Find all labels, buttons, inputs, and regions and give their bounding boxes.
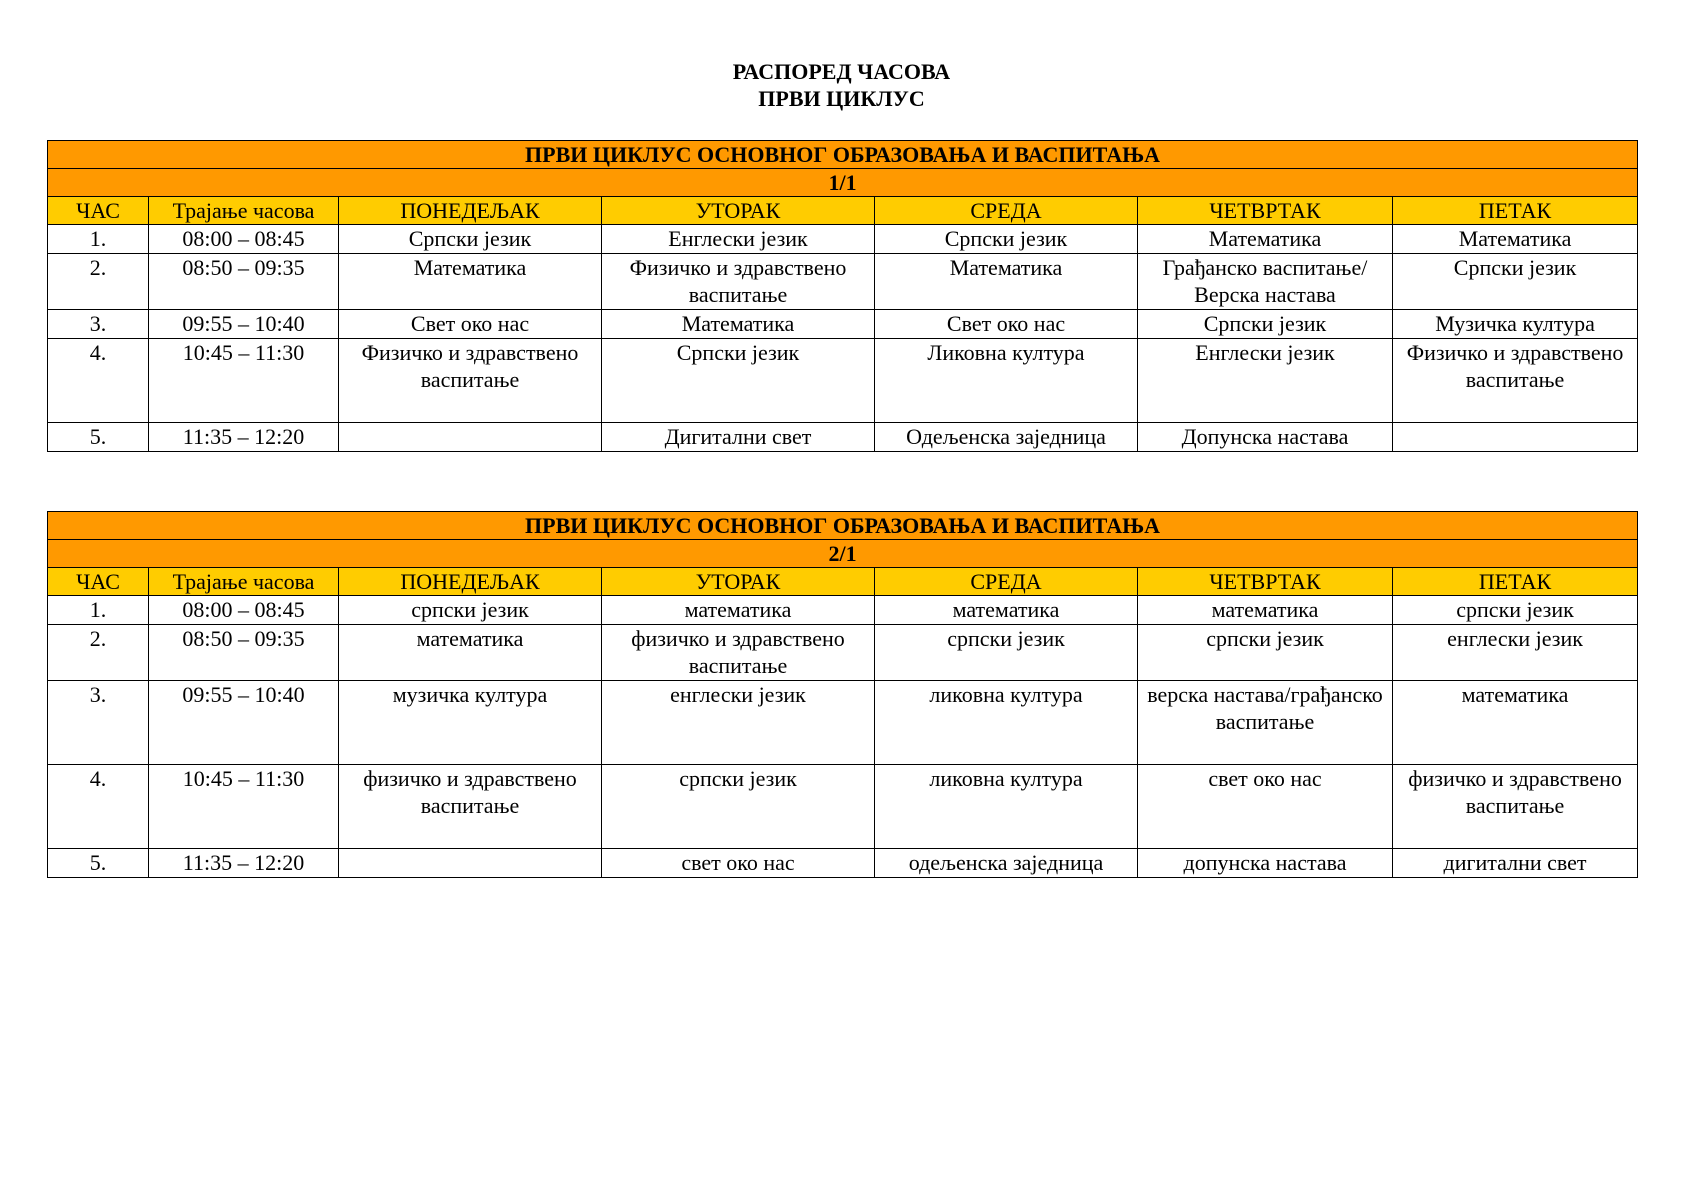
table-row xyxy=(48,681,1638,765)
tuesday-cell: математика xyxy=(602,596,875,625)
monday-cell: Физичко и здравствено васпитање xyxy=(339,339,602,423)
header-duration: Трајање часова xyxy=(149,568,339,596)
header-tuesday: УТОРАК xyxy=(602,568,875,596)
header-wednesday: СРЕДА xyxy=(875,568,1138,596)
time-cell: 09:55 – 10:40 xyxy=(149,681,339,765)
friday-cell: Физичко и здравствено васпитање xyxy=(1393,339,1638,423)
table-row xyxy=(48,254,1638,310)
table-row xyxy=(48,765,1638,849)
wednesday-cell: Српски језик xyxy=(875,225,1138,254)
friday-cell: Математика xyxy=(1393,225,1638,254)
wednesday-cell: математика xyxy=(875,596,1138,625)
monday-cell: математика xyxy=(339,625,602,681)
friday-cell: физичко и здравствено васпитање xyxy=(1393,765,1638,849)
cycle-title: ПРВИ ЦИКЛУС ОСНОВНОГ ОБРАЗОВАЊА И ВАСПИТАЊА xyxy=(48,512,1638,540)
monday-cell xyxy=(339,423,602,452)
friday-cell: математика xyxy=(1393,681,1638,765)
table-row xyxy=(48,423,1638,452)
time-cell: 09:55 – 10:40 xyxy=(149,310,339,339)
schedule-table-2-1 xyxy=(47,511,1638,878)
tuesday-cell: Физичко и здравствено васпитање xyxy=(602,254,875,310)
schedule-table-1-1 xyxy=(47,140,1638,452)
tuesday-cell: Српски језик xyxy=(602,339,875,423)
time-cell: 08:50 – 09:35 xyxy=(149,625,339,681)
header-thursday: ЧЕТВРТАК xyxy=(1138,197,1393,225)
friday-cell: Музичка култура xyxy=(1393,310,1638,339)
monday-cell: физичко и здравствено васпитање xyxy=(339,765,602,849)
wednesday-cell: Свет око нас xyxy=(875,310,1138,339)
page-title: РАСПОРЕД ЧАСОВА xyxy=(732,59,951,84)
table-row xyxy=(48,225,1638,254)
hour-cell: 3. xyxy=(48,681,149,765)
friday-cell: Српски језик xyxy=(1393,254,1638,310)
hour-cell: 2. xyxy=(48,625,149,681)
tuesday-cell: српски језик xyxy=(602,765,875,849)
header-monday: ПОНЕДЕЉАК xyxy=(339,568,602,596)
wednesday-cell: ликовна култура xyxy=(875,681,1138,765)
table-row xyxy=(48,596,1638,625)
tuesday-cell: свет око нас xyxy=(602,849,875,878)
thursday-cell: Енглески језик xyxy=(1138,339,1393,423)
table-row xyxy=(48,849,1638,878)
header-wednesday: СРЕДА xyxy=(875,197,1138,225)
header-hour: ЧАС xyxy=(48,197,149,225)
hour-cell: 2. xyxy=(48,254,149,310)
friday-cell: српски језик xyxy=(1393,596,1638,625)
hour-cell: 5. xyxy=(48,849,149,878)
hour-cell: 4. xyxy=(48,765,149,849)
tuesday-cell: Енглески језик xyxy=(602,225,875,254)
monday-cell: Математика xyxy=(339,254,602,310)
thursday-cell: Допунска настава xyxy=(1138,423,1393,452)
hour-cell: 3. xyxy=(48,310,149,339)
time-cell: 11:35 – 12:20 xyxy=(149,849,339,878)
thursday-cell: допунска настава xyxy=(1138,849,1393,878)
thursday-cell: верска настава/грађанско васпитање xyxy=(1138,681,1393,765)
tuesday-cell: Дигитални свет xyxy=(602,423,875,452)
friday-cell xyxy=(1393,423,1638,452)
hour-cell: 1. xyxy=(48,225,149,254)
tuesday-cell: физичко и здравствено васпитање xyxy=(602,625,875,681)
wednesday-cell: ликовна култура xyxy=(875,765,1138,849)
header-duration: Трајање часова xyxy=(149,197,339,225)
thursday-cell: математика xyxy=(1138,596,1393,625)
wednesday-cell: Ликовна култура xyxy=(875,339,1138,423)
header-friday: ПЕТАК xyxy=(1393,568,1638,596)
header-tuesday: УТОРАК xyxy=(602,197,875,225)
class-label: 1/1 xyxy=(48,169,1638,197)
friday-cell: енглески језик xyxy=(1393,625,1638,681)
page-subtitle: ПРВИ ЦИКЛУС xyxy=(758,86,925,111)
header-friday: ПЕТАК xyxy=(1393,197,1638,225)
class-label: 2/1 xyxy=(48,540,1638,568)
table-row xyxy=(48,625,1638,681)
time-cell: 11:35 – 12:20 xyxy=(149,423,339,452)
time-cell: 08:00 – 08:45 xyxy=(149,596,339,625)
thursday-cell: Грађанско васпитање/ Верска настава xyxy=(1138,254,1393,310)
wednesday-cell: Математика xyxy=(875,254,1138,310)
hour-cell: 4. xyxy=(48,339,149,423)
monday-cell: Српски језик xyxy=(339,225,602,254)
header-hour: ЧАС xyxy=(48,568,149,596)
thursday-cell: Српски језик xyxy=(1138,310,1393,339)
header-monday: ПОНЕДЕЉАК xyxy=(339,197,602,225)
cycle-title: ПРВИ ЦИКЛУС ОСНОВНОГ ОБРАЗОВАЊА И ВАСПИТАЊА xyxy=(48,141,1638,169)
wednesday-cell: одељенска заједница xyxy=(875,849,1138,878)
monday-cell: музичка култура xyxy=(339,681,602,765)
tuesday-cell: енглески језик xyxy=(602,681,875,765)
monday-cell xyxy=(339,849,602,878)
thursday-cell: свет око нас xyxy=(1138,765,1393,849)
thursday-cell: Математика xyxy=(1138,225,1393,254)
time-cell: 08:50 – 09:35 xyxy=(149,254,339,310)
monday-cell: Свет око нас xyxy=(339,310,602,339)
friday-cell: дигитални свет xyxy=(1393,849,1638,878)
hour-cell: 5. xyxy=(48,423,149,452)
time-cell: 10:45 – 11:30 xyxy=(149,339,339,423)
header-thursday: ЧЕТВРТАК xyxy=(1138,568,1393,596)
tuesday-cell: Математика xyxy=(602,310,875,339)
wednesday-cell: српски језик xyxy=(875,625,1138,681)
thursday-cell: српски језик xyxy=(1138,625,1393,681)
table-row xyxy=(48,310,1638,339)
table-row xyxy=(48,339,1638,423)
time-cell: 10:45 – 11:30 xyxy=(149,765,339,849)
wednesday-cell: Одељенска заједница xyxy=(875,423,1138,452)
time-cell: 08:00 – 08:45 xyxy=(149,225,339,254)
hour-cell: 1. xyxy=(48,596,149,625)
monday-cell: српски језик xyxy=(339,596,602,625)
